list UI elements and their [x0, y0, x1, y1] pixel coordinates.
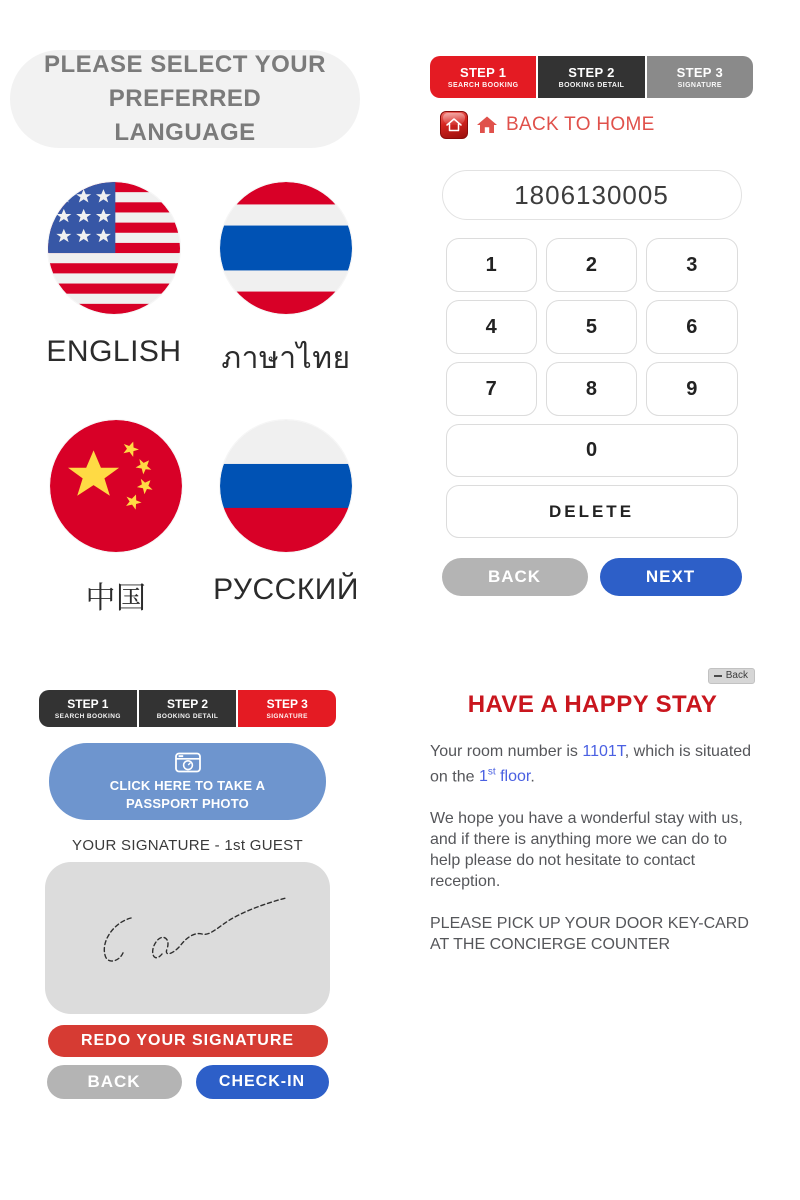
signature-nav-row: [47, 1065, 329, 1099]
room-info-text: .: [530, 768, 535, 786]
dash-icon: [714, 675, 722, 677]
mini-back-button[interactable]: [708, 668, 755, 684]
signature-pad[interactable]: [45, 862, 330, 1014]
room-info-text: Your room number is: [430, 743, 583, 760]
signature-caption: YOUR SIGNATURE - 1st GUEST: [72, 837, 303, 854]
room-info-paragraph: [430, 741, 752, 787]
take-passport-photo-button[interactable]: [49, 743, 326, 820]
step-3-tab: [236, 690, 336, 727]
language-select-panel: [10, 50, 360, 620]
back-to-home-link[interactable]: [440, 111, 655, 139]
check-in-button[interactable]: CHECK-IN: [196, 1065, 329, 1099]
language-option-thai[interactable]: [211, 182, 361, 382]
booking-nav-row: [442, 558, 742, 596]
keycard-pickup-paragraph: PLEASE PICK UP YOUR DOOR KEY-CARD AT THE CONCIERGE COUNTER: [430, 915, 749, 954]
step-2-title: STEP 2: [166, 697, 209, 711]
language-label-russian: РУССКИЙ: [213, 573, 359, 606]
back-button[interactable]: BACK: [442, 558, 588, 596]
thailand-flag-icon: [220, 182, 352, 314]
steps-bar: [39, 690, 336, 727]
signature-stroke: [45, 862, 330, 1014]
keypad-8-button[interactable]: 8: [546, 362, 637, 416]
language-option-russian[interactable]: [211, 420, 361, 607]
language-label-english: ENGLISH: [46, 335, 182, 368]
step-3-subtitle: SIGNATURE: [266, 713, 308, 720]
number-keypad: [446, 238, 738, 416]
happy-stay-panel: [430, 665, 755, 955]
step-2-tab: [536, 56, 644, 98]
step-1-subtitle: SEARCH BOOKING: [447, 82, 519, 89]
keypad-5-button[interactable]: 5: [546, 300, 637, 354]
step-1-tab: [39, 690, 137, 727]
china-flag-icon: [50, 420, 182, 552]
language-panel-title: PLEASE SELECT YOUR PREFERRED LANGUAGE: [10, 50, 360, 148]
step-2-subtitle: BOOKING DETAIL: [156, 713, 219, 720]
language-label-thai: ภาษาไทย: [221, 342, 351, 375]
keypad-delete-button[interactable]: DELETE: [446, 485, 738, 538]
keypad-1-button[interactable]: 1: [446, 238, 537, 292]
keypad-3-button[interactable]: 3: [646, 238, 737, 292]
happy-stay-title: HAVE A HAPPY STAY: [467, 691, 718, 718]
redo-signature-button[interactable]: REDO YOUR SIGNATURE: [48, 1025, 328, 1057]
search-booking-panel: [430, 56, 753, 596]
step-1-title: STEP 1: [459, 65, 507, 80]
step-1-title: STEP 1: [67, 697, 109, 711]
take-passport-photo-label: CLICK HERE TO TAKE A PASSPORT PHOTO: [109, 778, 266, 811]
keypad-4-button[interactable]: 4: [446, 300, 537, 354]
step-3-tab: [645, 56, 753, 98]
wonderful-stay-paragraph: We hope you have a wonderful stay with us, and if there is anything more we can do to help please do not hesitate to contact reception.: [430, 810, 743, 891]
booking-number-input[interactable]: 1806130005: [442, 170, 742, 220]
steps-bar: [430, 56, 753, 98]
step-3-title: STEP 3: [676, 65, 723, 80]
keypad-7-button[interactable]: 7: [446, 362, 537, 416]
next-button[interactable]: NEXT: [600, 558, 742, 596]
floor-number: 1st floor: [478, 767, 531, 786]
keypad-6-button[interactable]: 6: [646, 300, 737, 354]
home-icon: [477, 116, 497, 134]
back-button[interactable]: BACK: [47, 1065, 182, 1099]
step-3-title: STEP 3: [266, 697, 308, 711]
room-number: 1101T: [582, 743, 625, 760]
keypad-0-button[interactable]: 0: [446, 424, 738, 477]
keypad-2-button[interactable]: 2: [546, 238, 637, 292]
language-option-english[interactable]: [39, 182, 189, 369]
step-3-subtitle: SIGNATURE: [677, 82, 722, 89]
signature-panel: [39, 690, 336, 1099]
room-info-text: , which is situated on the: [430, 743, 752, 786]
language-label-chinese: 中国: [85, 582, 147, 615]
camera-icon: [174, 750, 202, 774]
russia-flag-icon: [220, 420, 352, 552]
step-2-subtitle: BOOKING DETAIL: [558, 82, 625, 89]
step-1-tab: [430, 56, 536, 98]
back-to-home-label: BACK TO HOME: [506, 114, 655, 135]
mini-back-label: Back: [725, 670, 748, 681]
step-2-tab: [137, 690, 237, 727]
step-2-title: STEP 2: [568, 65, 615, 80]
keypad-9-button[interactable]: 9: [646, 362, 737, 416]
language-option-chinese[interactable]: [41, 420, 191, 617]
home-tile-icon[interactable]: [440, 111, 468, 139]
step-1-subtitle: SEARCH BOOKING: [54, 713, 121, 720]
us-flag-icon: [48, 182, 180, 314]
